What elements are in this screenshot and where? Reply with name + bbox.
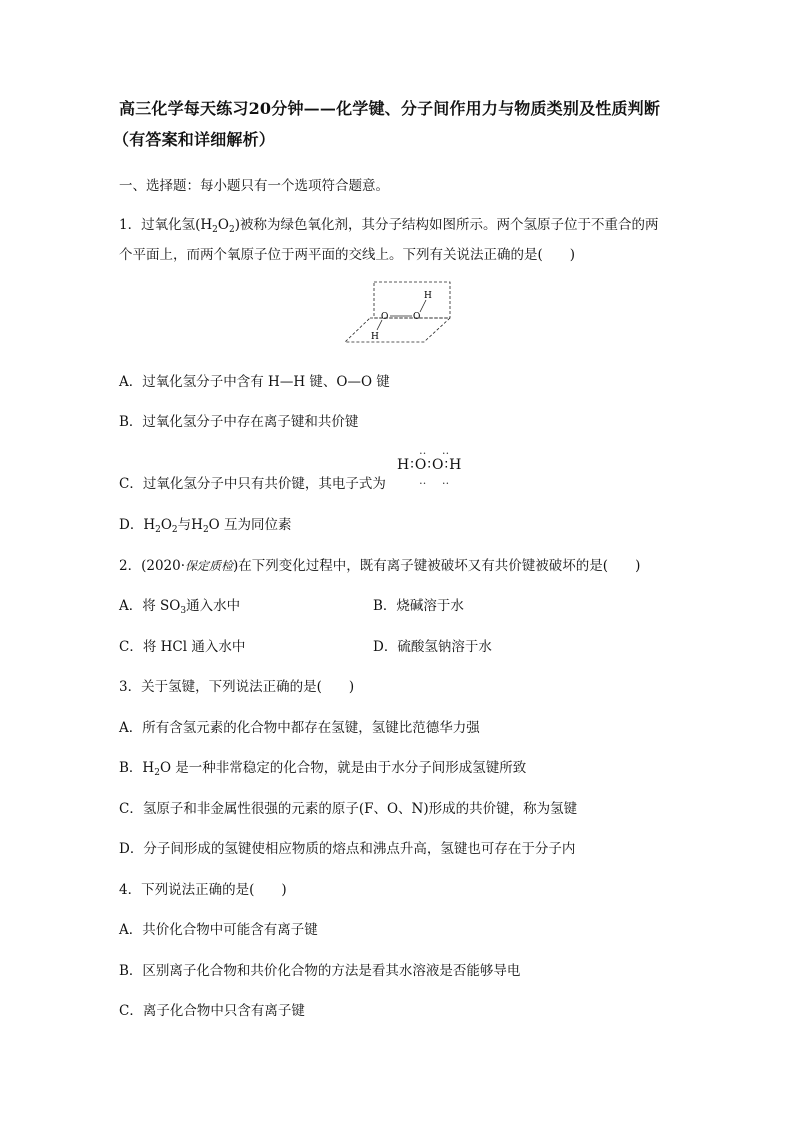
q3-stem: 3．关于氢键，下列说法正确的是( ) (119, 679, 355, 695)
atom-o-left: O (381, 312, 389, 322)
q2-option-b: B．烧碱溶于水 (373, 598, 464, 614)
electron-formula: H∶O∶O∶H (397, 457, 463, 473)
h2o2-structure-figure (340, 278, 460, 348)
q3-option-a: A．所有含氢元素的化合物中都存在氢键，氢键比范德华力强 (119, 720, 480, 736)
q1-stem-line2: 个平面上，而两个氧原子位于两平面的交线上。下列有关说法正确的是( ) (119, 247, 576, 263)
q4-option-a: A．共价化合物中可能含有离子键 (119, 922, 318, 938)
q3-option-d: D．分子间形成的氢键使相应物质的熔点和沸点升高，氢键也可存在于分子内 (119, 841, 576, 857)
page-subtitle: （有答案和详细解析） (113, 130, 276, 149)
q1-option-c: C．过氧化氢分子中只有共价键，其电子式为 (119, 476, 386, 492)
q1-stem-line1: 1．过氧化氢$(H_2O_2)$被称为绿色氧化剂，其分子结构如图所示。两个氢原子位于不重合的两 (119, 217, 659, 235)
q3-option-c: C．氢原子和非金属性很强的元素的原子(F、O、N)形成的共价键，称为氢键 (119, 801, 578, 817)
electron-dots-top: ‥ ‥ (419, 444, 456, 457)
section-heading: 一、选择题：每小题只有一个选项符合题意。 (119, 178, 389, 194)
q2-option-a: A．将 $SO_3$通入水中 (119, 598, 241, 616)
q2-option-d: D．硫酸氢钠溶于水 (373, 639, 492, 655)
q3-option-b: B．$H_2O$ 是一种非常稳定的化合物，就是由于水分子间形成氢键所致 (119, 760, 527, 778)
q4-option-b: B．区别离子化合物和共价化合物的方法是看其水溶液是否能够导电 (119, 963, 521, 979)
q1-option-b: B．过氧化氢分子中存在离子键和共价键 (119, 414, 359, 430)
q2-option-c: C．将 HCl 通入水中 (119, 639, 246, 655)
q1-option-a: A．过氧化氢分子中含有 H—H 键、O—O 键 (119, 374, 390, 390)
atom-h-bottom: H (371, 332, 379, 342)
electron-dots-bottom: ‥ ‥ (419, 474, 456, 487)
q4-stem: 4．下列说法正确的是( ) (119, 882, 287, 898)
page-title: 高三化学每天练习20分钟——化学键、分子间作用力与物质类别及性质判断 (119, 99, 661, 118)
atom-o-right: O (413, 312, 421, 322)
q1-option-d: D．$H_2O_2$与$H_2O$ 互为同位素 (119, 517, 292, 535)
o-h-bond-top (420, 300, 426, 312)
horizontal-plane (345, 318, 450, 342)
q4-option-c: C．离子化合物中只含有离子键 (119, 1003, 305, 1019)
atom-h-top: H (424, 291, 432, 301)
q2-stem: 2．(2020·保定质检)在下列变化过程中，既有离子键被破坏又有共价键被破坏的是( ) (119, 558, 641, 574)
